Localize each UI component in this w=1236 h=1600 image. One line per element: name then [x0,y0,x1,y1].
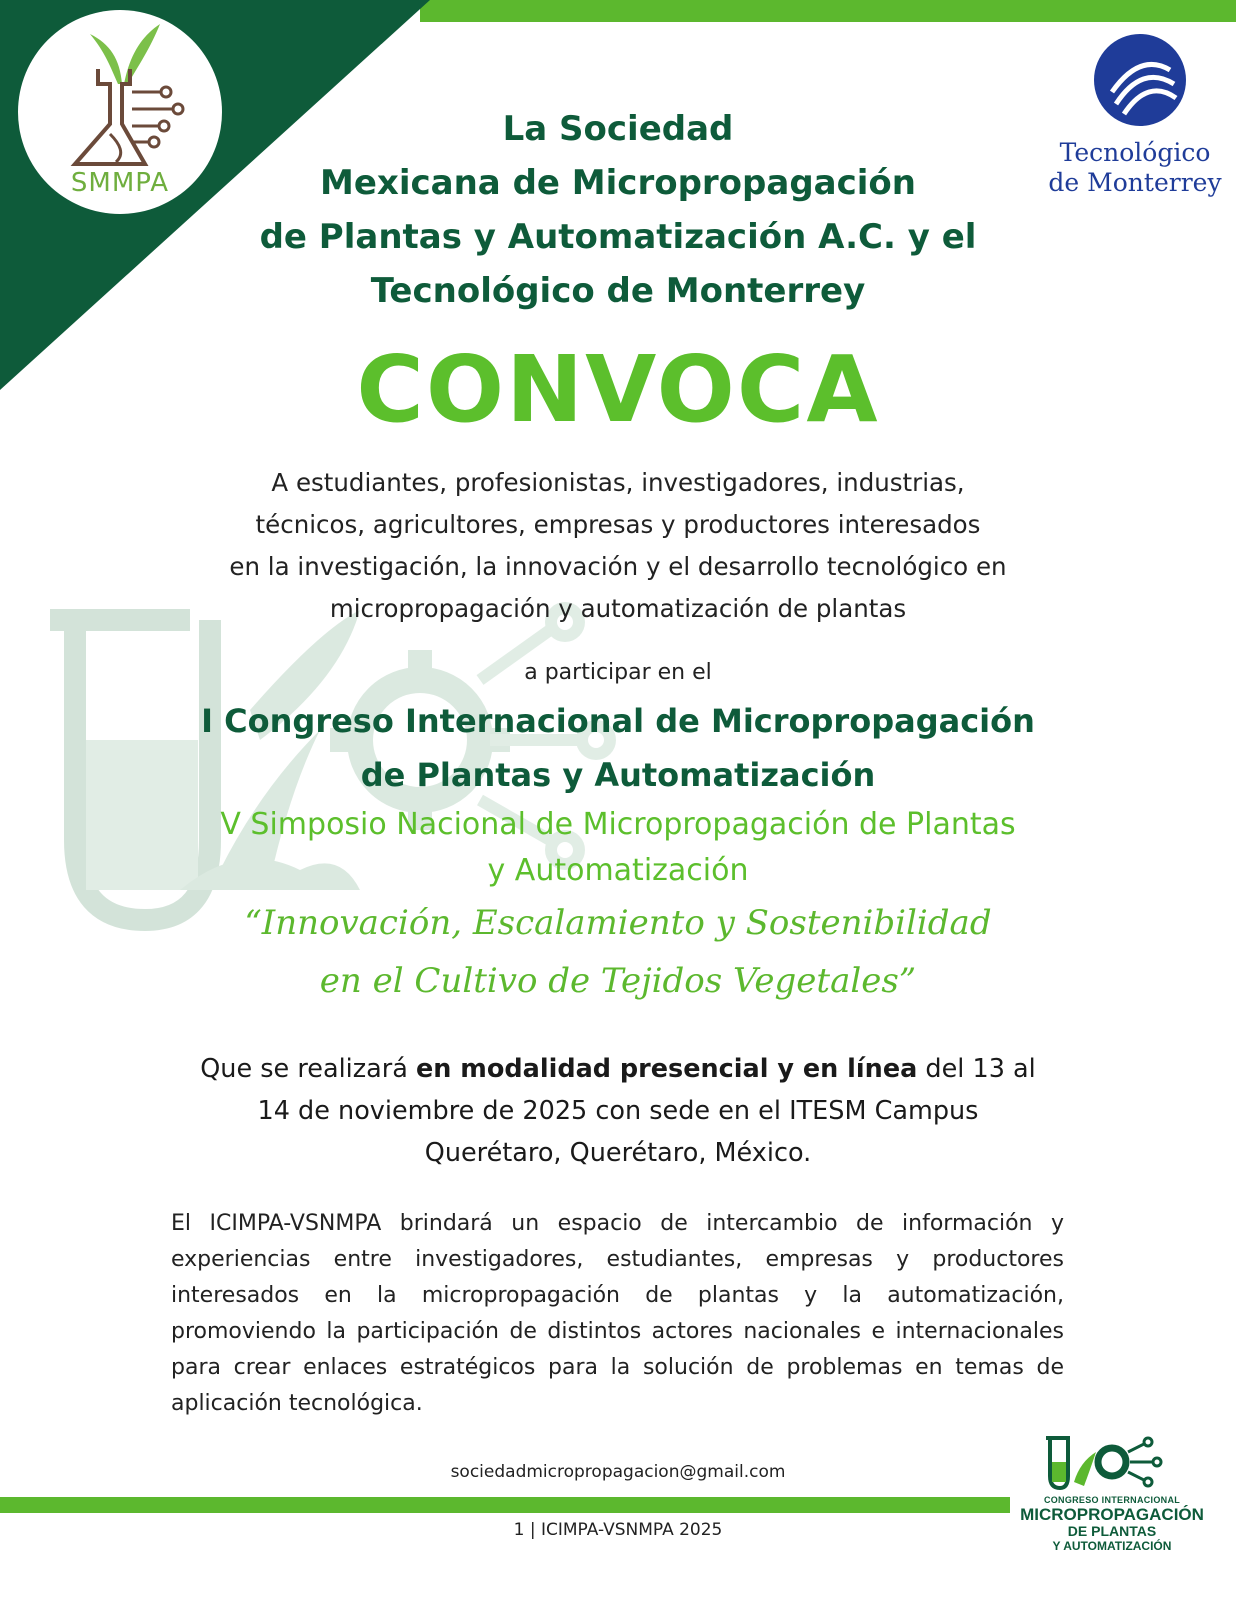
tec-name-line1: Tecnológico [1059,138,1211,167]
congress-title-line-1: I Congreso Internacional de Micropropagación [201,702,1035,740]
congress-logo-text [1006,1494,1218,1553]
symposium-line-1: V Simposio Nacional de Micropropagación de Plantas [220,807,1016,842]
organizers-line-2: Mexicana de Micropropagación [320,163,916,203]
congress-title-line-2: de Plantas y Automatización [360,756,876,794]
organizers-line-4: Tecnológico de Monterrey [370,271,866,311]
audience-line-4: micropropagación y automatización de plantas [329,594,907,623]
contact-email: sociedadmicropropagacion@gmail.com [450,1462,786,1482]
congress-logo-icon [1040,1432,1180,1494]
event-details-line-2: 14 de noviembre de 2025 con sede en el ITESM Campus [257,1096,979,1126]
slogan-line-2: en el Cultivo de Tejidos Vegetales” [319,961,917,1001]
audience-paragraph [150,462,1086,630]
description-paragraph: El ICIMPA-VSNMPA brindará un espacio de intercambio de información y experiencias entre investigadores, estudiantes, empresas y productores interesados en la micropropagación de plantas y la automatización, promoviendo la participación de distintos actores nacionales e internacionales para crear enlaces estratégicos para la solución de problemas en temas de aplicación tecnológica. [171,1211,1064,1416]
symposium-line-2: y Automatización [487,853,749,888]
details-modality: en modalidad presencial y en línea [415,1054,918,1084]
page-footer: 1 | ICIMPA-VSNMPA 2025 [513,1520,723,1540]
organizers-line-3: de Plantas y Automatización A.C. y el [259,217,977,257]
bottom-green-bar [0,1497,1010,1513]
slogan-line-1: “Innovación, Escalamiento y Sostenibilidad [244,903,992,943]
congress-title [140,694,1096,802]
event-details-line-3: Querétaro, Querétaro, México. [424,1138,812,1168]
congress-logo-line-2: MICROPROPAGACIÓN [1020,1505,1204,1524]
event-details-line-1 [150,1048,1086,1090]
audience-line-1: A estudiantes, profesionistas, investigadores, industrias, [271,468,965,497]
congress-logo-line-1: CONGRESO INTERNACIONAL [1043,1495,1181,1505]
smmpa-logo-text: SMMPA [70,168,170,198]
tec-monterrey-wordmark [1040,138,1230,198]
participar-text: a participar en el [524,660,712,685]
congress-logo-line-3: DE PLANTAS [1067,1523,1157,1539]
congress-logo-line-4: Y AUTOMATIZACIÓN [1052,1539,1172,1553]
details-pre: Que se realizará [200,1054,416,1084]
event-details [150,1048,1086,1174]
top-green-bar [420,0,1236,22]
audience-line-2: técnicos, agricultores, empresas y productores interesados [255,510,981,539]
symposium-title [140,802,1096,894]
organizers-line-1: La Sociedad [502,109,734,149]
tec-name-line2: de Monterrey [1048,168,1222,197]
organizers-heading [200,102,1036,318]
event-slogan [180,894,1056,1010]
audience-line-3: en la investigación, la innovación y el desarrollo tecnológico en [229,552,1007,581]
convoca-title: CONVOCA [356,336,880,443]
tec-monterrey-seal-icon [1092,32,1188,128]
details-post: del 13 al [917,1054,1036,1084]
